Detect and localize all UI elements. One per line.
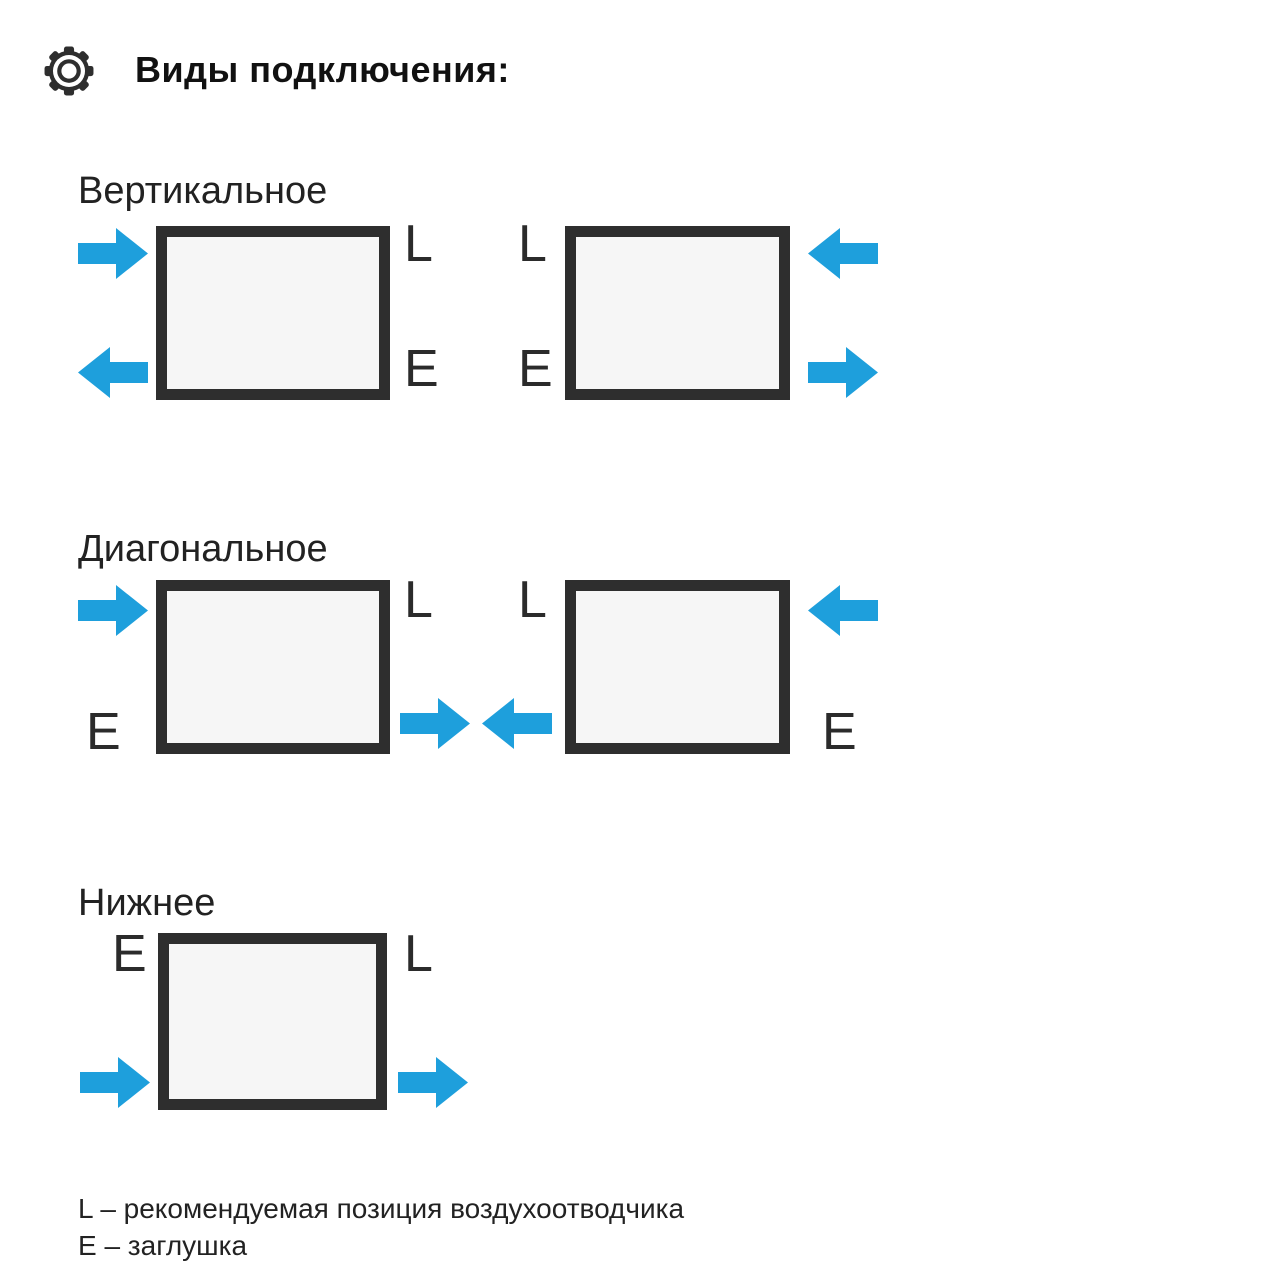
outlet-arrow-icon [400, 695, 470, 752]
legend [78, 1190, 684, 1264]
legend-line-plug: E – заглушка [78, 1230, 248, 1261]
inlet-arrow-icon [808, 582, 878, 639]
gear-icon [42, 44, 96, 98]
port-label-l: L [518, 571, 547, 629]
radiator-body [156, 580, 390, 754]
port-label-e: E [404, 340, 439, 398]
port-label-e: E [86, 703, 121, 761]
section-label-diagonal: Диагональное [78, 528, 328, 570]
port-label-l: L [404, 571, 433, 629]
inlet-arrow-icon [80, 1054, 150, 1111]
outlet-arrow-icon [482, 695, 552, 752]
inlet-arrow-icon [78, 225, 148, 282]
section-label-bottom: Нижнее [78, 882, 216, 924]
radiator-body [565, 580, 790, 754]
port-label-l: L [404, 215, 433, 273]
inlet-arrow-icon [78, 582, 148, 639]
outlet-arrow-icon [808, 344, 878, 401]
page-title: Виды подключения: [135, 49, 510, 90]
radiator-body [158, 933, 387, 1110]
radiator-body [565, 226, 790, 400]
port-label-e: E [518, 340, 553, 398]
legend-line-air-vent: L – рекомендуемая позиция воздухоотводчика [78, 1193, 685, 1224]
outlet-arrow-icon [78, 344, 148, 401]
radiator-body [156, 226, 390, 400]
port-label-e: E [822, 703, 857, 761]
port-label-l: L [518, 215, 547, 273]
port-label-l: L [404, 925, 433, 983]
section-label-vertical: Вертикальное [78, 170, 328, 212]
inlet-arrow-icon [808, 225, 878, 282]
outlet-arrow-icon [398, 1054, 468, 1111]
port-label-e: E [112, 925, 147, 983]
